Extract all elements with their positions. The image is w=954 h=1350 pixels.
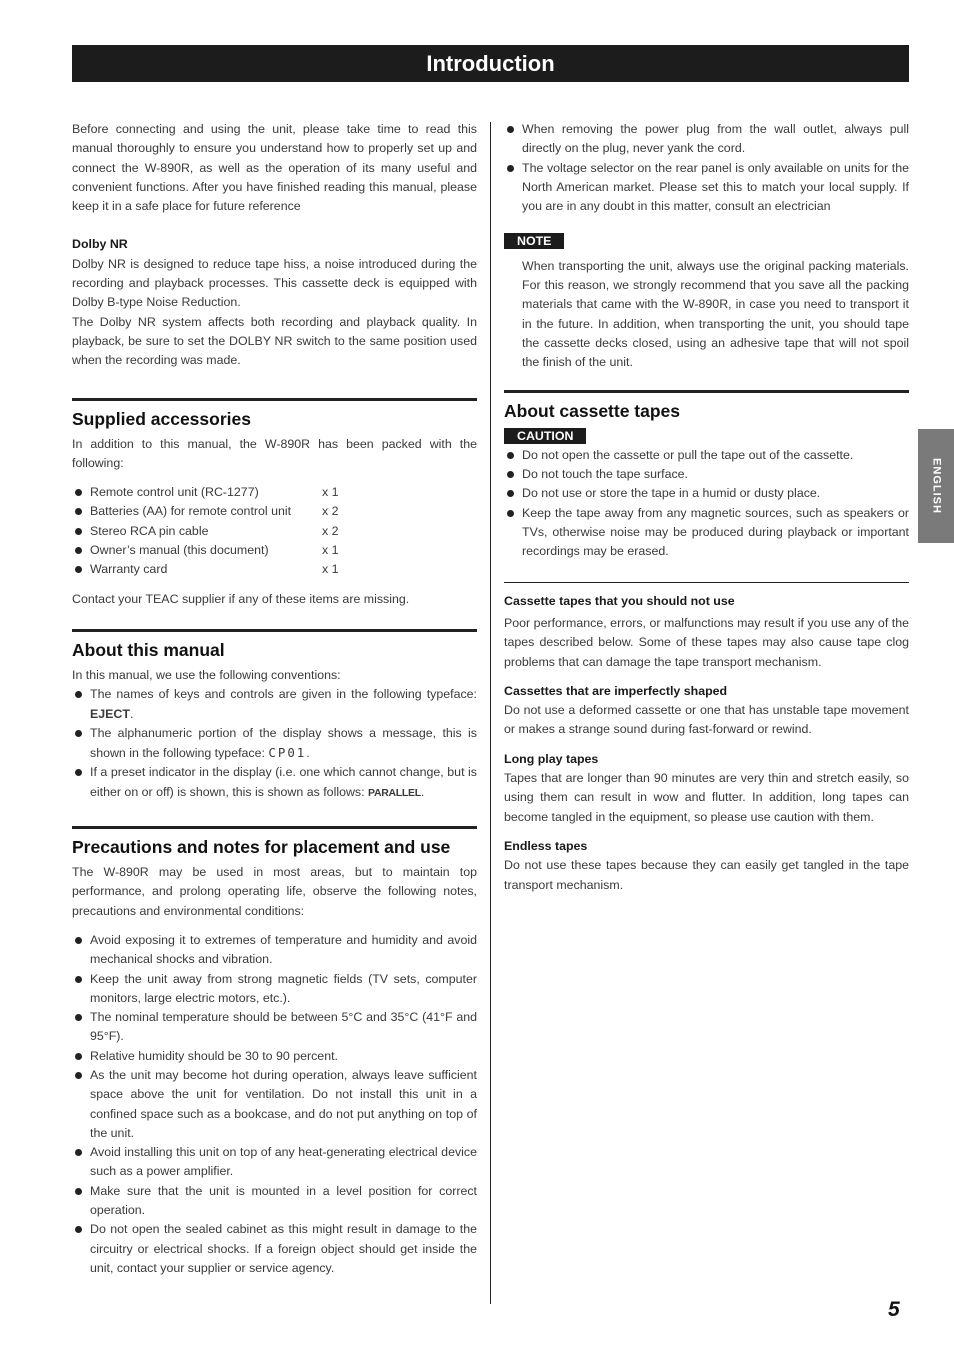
precaution-text: As the unit may become hot during operation, always leave sufficient space above the unit for ventilation. Do not install this unit in a confined space such as a bookcase, and do not put anything on top of the unit. xyxy=(90,1067,477,1140)
precautions-section xyxy=(72,826,477,1278)
list-item xyxy=(504,120,909,159)
dolby-block xyxy=(72,235,477,370)
accessories-intro: In addition to this manual, the W-890R has been packed with the following: xyxy=(72,436,477,470)
caution-text: Keep the tape away from any magnetic sources, such as speakers or TVs, otherwise noise may be produced during playback or important recordings may be erased. xyxy=(522,505,909,559)
list-item xyxy=(72,483,477,502)
bullet-icon xyxy=(75,1226,82,1233)
precautions-heading: Precautions and notes for placement and use xyxy=(72,837,451,858)
manual-list xyxy=(72,685,477,803)
cassette-caution-list xyxy=(504,446,909,562)
bullet-icon xyxy=(507,490,514,497)
display-example: CP01 xyxy=(268,745,307,761)
bullet-icon xyxy=(75,1149,82,1156)
accessory-qty: x 1 xyxy=(322,485,339,500)
bullet-icon xyxy=(507,165,514,172)
precautions-list xyxy=(72,931,477,1278)
precaution-text: Keep the unit away from strong magnetic fields (TV sets, computer monitors, large electric motors, etc.). xyxy=(90,971,477,1005)
convention-text: The names of keys and controls are given in the following typeface: xyxy=(90,687,477,702)
list-item xyxy=(504,484,909,503)
imperfect-heading: Cassettes that are imperfectly shaped xyxy=(504,683,728,698)
list-item xyxy=(72,560,477,579)
avoid-text: Poor performance, errors, or malfunctions may result if you use any of the tapes described below. Some of these tapes may also cause tape clog problems that can damage the tape transport mechanism. xyxy=(504,615,909,669)
list-item xyxy=(504,446,909,465)
accessory-qty: x 1 xyxy=(322,562,339,577)
long-play-heading: Long play tapes xyxy=(504,751,599,766)
left-column xyxy=(72,120,477,1278)
list-item xyxy=(72,931,477,970)
punctuation: . xyxy=(420,784,425,799)
bullet-icon xyxy=(75,691,82,698)
page-title: Introduction xyxy=(72,45,909,82)
tapes-to-avoid-section xyxy=(504,582,909,895)
note-block xyxy=(504,232,909,372)
imperfect-text: Do not use a deformed cassette or one that has unstable tape movement or makes a strange sound during fast-forward or rewind. xyxy=(504,703,909,737)
list-item xyxy=(72,1047,477,1066)
bullet-icon xyxy=(75,1188,82,1195)
punctuation: . xyxy=(306,746,310,761)
accessory-name: Batteries (AA) for remote control unit xyxy=(90,504,292,519)
list-item xyxy=(72,522,477,541)
caution-label: CAUTION xyxy=(504,428,586,444)
avoid-heading: Cassette tapes that you should not use xyxy=(504,593,735,608)
bullet-icon xyxy=(507,510,514,517)
precaution-text: The nominal temperature should be between 5°C and 35°C (41°F and 95°F). xyxy=(90,1010,477,1044)
accessory-qty: x 1 xyxy=(322,543,339,558)
column-divider xyxy=(490,122,491,1304)
accessories-heading: Supplied accessories xyxy=(72,408,251,429)
precaution-text: Avoid exposing it to extremes of temperature and humidity and avoid mechanical shocks and vibration. xyxy=(90,932,477,967)
accessory-qty: x 2 xyxy=(322,504,339,519)
precaution-text: Avoid installing this unit on top of any heat-generating electrical device such as a power amplifier. xyxy=(90,1145,477,1179)
list-item xyxy=(72,541,477,560)
cassette-heading: About cassette tapes xyxy=(504,400,681,421)
page-number: 5 xyxy=(888,1298,900,1321)
list-item xyxy=(504,465,909,484)
convention-text: The alphanumeric portion of the display shows a message, this is shown in the following typeface: xyxy=(90,725,477,761)
precaution-text: Make sure that the unit is mounted in a level position for correct operation. xyxy=(90,1183,477,1218)
precaution-text: Relative humidity should be 30 to 90 percent. xyxy=(90,1048,338,1063)
endless-text: Do not use these tapes because they can easily get tangled in the tape transport mechanism. xyxy=(504,858,909,892)
list-item xyxy=(72,763,477,803)
dolby-paragraph-1: Dolby NR is designed to reduce tape hiss, a noise introduced during the recording and playback processes. This cassette deck is equipped with Dolby B-type Noise Reduction. xyxy=(72,256,477,310)
list-item xyxy=(72,1220,477,1278)
language-tab xyxy=(918,429,954,543)
bullet-icon xyxy=(75,547,82,554)
endless-heading: Endless tapes xyxy=(504,838,588,853)
bullet-icon xyxy=(75,1014,82,1021)
list-item xyxy=(72,1182,477,1221)
intro-paragraph: Before connecting and using the unit, please take time to read this manual thoroughly to ensure you understand how to properly set up and connect the W-890R, as well as the operation of its many useful and convenient functions. After you have finished reading this manual, please keep it in a safe place for future reference xyxy=(72,122,477,214)
cassette-section xyxy=(504,390,909,562)
manual-heading: About this manual xyxy=(72,639,225,660)
long-play-text: Tapes that are longer than 90 minutes are very thin and stretch easily, so using them can result in wow and flutter. In addition, long tapes can become tangled in the equipment, so please use caution with them. xyxy=(504,771,909,824)
list-item xyxy=(72,724,477,764)
caution-text: Do not use or store the tape in a humid or dusty place. xyxy=(522,486,821,501)
dolby-paragraph-2: The Dolby NR system affects both recording and playback quality. In playback, be sure to set the DOLBY NR switch to the same position used when the recording was made. xyxy=(72,314,477,368)
manual-intro: In this manual, we use the following conventions: xyxy=(72,667,341,682)
note-text: When transporting the unit, always use the original packing materials. For this reason, we strongly recommend that you save all the packing materials that came with the W-890R, in case you need to transport it in the future. In addition, when transporting the unit, you should tape the cassette decks closed, using an adhesive tape that will not spoil the finish of the unit. xyxy=(522,258,909,370)
bullet-icon xyxy=(75,566,82,573)
note-label: NOTE xyxy=(504,233,564,249)
bullet-icon xyxy=(75,769,82,776)
right-column xyxy=(504,120,909,895)
list-item xyxy=(72,970,477,1009)
language-tab-label: ENGLISH xyxy=(930,458,943,514)
accessory-name: Owner’s manual (this document) xyxy=(90,543,269,558)
bullet-icon xyxy=(507,471,514,478)
indicator-example: PARALLEL xyxy=(368,786,421,799)
accessories-section xyxy=(72,398,477,609)
accessory-name: Warranty card xyxy=(90,562,168,577)
precautions-intro: The W-890R may be used in most areas, but to maintain top performance, and prolong operating life, observe the following notes, precautions and environmental conditions: xyxy=(72,865,477,918)
list-item xyxy=(72,1008,477,1047)
bullet-icon xyxy=(75,528,82,535)
precaution-text: When removing the power plug from the wall outlet, always pull directly on the plug, never yank the cord. xyxy=(522,122,909,156)
bullet-icon xyxy=(507,452,514,459)
caution-text: Do not touch the tape surface. xyxy=(522,467,689,482)
convention-text: If a preset indicator in the display (i.e. one which cannot change, but is either on or off) is shown, this is shown as follows: xyxy=(90,765,477,799)
accessories-footer: Contact your TEAC supplier if any of these items are missing. xyxy=(72,591,410,606)
list-item xyxy=(72,685,477,724)
punctuation: . xyxy=(129,706,134,721)
dolby-heading: Dolby NR xyxy=(72,237,128,252)
accessory-name: Stereo RCA pin cable xyxy=(90,523,209,538)
list-item xyxy=(504,504,909,562)
precaution-text: The voltage selector on the rear panel is only available on units for the North American market. Please set this to match your local supply. If you are in any doubt in this matter, consult an electrician xyxy=(522,160,909,214)
accessory-name: Remote control unit (RC-1277) xyxy=(90,485,259,500)
list-item xyxy=(72,1143,477,1182)
accessories-list xyxy=(72,483,477,579)
precaution-text: Do not open the sealed cabinet as this might result in damage to the circuitry or electrical shocks. If a foreign object should get inside the unit, contact your supplier or service agency. xyxy=(90,1222,477,1275)
precautions-continued-list xyxy=(504,120,909,216)
bullet-icon xyxy=(507,126,514,133)
list-item xyxy=(72,1066,477,1143)
list-item xyxy=(504,159,909,217)
list-item xyxy=(72,502,477,521)
bullet-icon xyxy=(75,1053,82,1060)
bullet-icon xyxy=(75,1072,82,1079)
caution-text: Do not open the cassette or pull the tape out of the cassette. xyxy=(522,447,854,462)
bullet-icon xyxy=(75,508,82,515)
key-example: EJECT xyxy=(90,706,130,721)
accessory-qty: x 2 xyxy=(322,523,339,538)
bullet-icon xyxy=(75,937,82,944)
bullet-icon xyxy=(75,489,82,496)
bullet-icon xyxy=(75,976,82,983)
manual-section xyxy=(72,629,477,803)
bullet-icon xyxy=(75,730,82,737)
